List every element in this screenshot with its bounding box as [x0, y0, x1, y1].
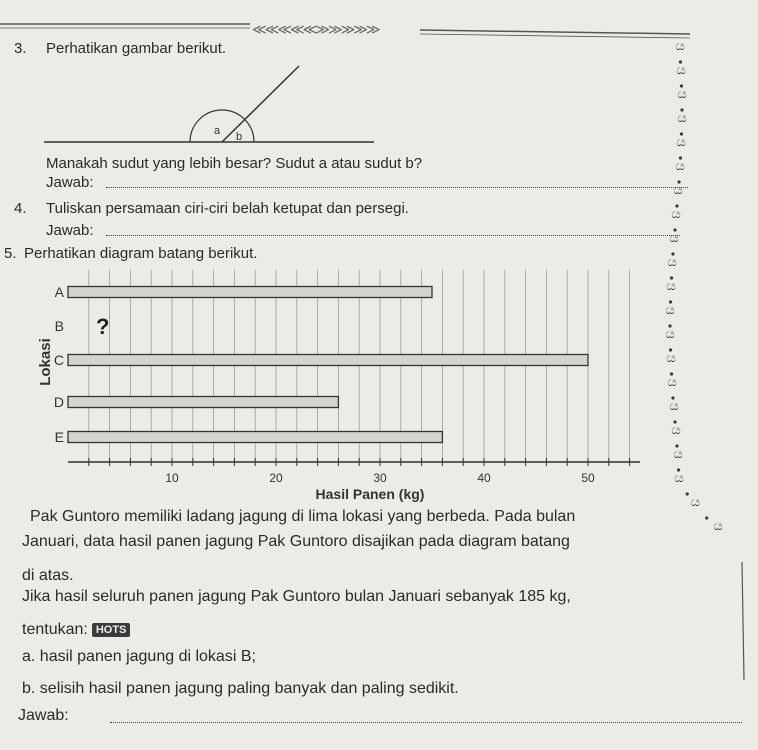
bar-chart — [0, 268, 640, 510]
swirl-ornament: ය — [671, 422, 681, 437]
hots-badge: HOTS — [92, 623, 131, 637]
chart-bars — [54, 284, 588, 445]
bar — [68, 287, 432, 298]
swirl-ornament: ය — [677, 110, 687, 125]
angle-arc — [190, 110, 254, 142]
side-ornament — [665, 38, 722, 533]
x-tick-label: 20 — [269, 471, 283, 485]
q3-instruction: Perhatikan gambar berikut. — [46, 40, 227, 57]
q5-paragraph-line-4: Jika hasil seluruh panen jagung Pak Guntoro bulan Januari sebanyak 185 kg, — [22, 588, 571, 605]
swirl-ornament: ය — [676, 134, 686, 149]
q5-paragraph-line-2: Januari, data hasil panen jagung Pak Guntoro disajikan pada diagram batang — [22, 533, 570, 550]
angle-ray — [222, 66, 299, 142]
swirl-ornament: ය — [665, 326, 675, 341]
top-border-line — [420, 34, 690, 38]
swirl-ornament: ය — [666, 278, 676, 293]
swirl-ornament: ය — [666, 350, 676, 365]
category-label: C — [53, 352, 64, 368]
q5-answer-line — [110, 722, 742, 723]
swirl-ornament: ය — [669, 398, 679, 413]
bar — [68, 432, 442, 443]
chart-x-axis-label: Hasil Panen (kg) — [315, 486, 425, 502]
q5-item-b: b. selisih hasil panen jagung paling banyak dan paling sedikit. — [22, 680, 459, 697]
q5-tentukan — [22, 621, 130, 639]
angle-label-b: b — [236, 131, 243, 143]
x-tick-label: 40 — [477, 471, 491, 485]
swirl-ornament: ය — [665, 302, 675, 317]
q3-question: Manakah sudut yang lebih besar? Sudut a atau sudut b? — [46, 155, 423, 172]
q4-number: 4. — [14, 200, 27, 217]
top-border-ornament: ≪≪≪≪≪≫≫≫≫≫ — [252, 21, 379, 37]
category-label: E — [54, 429, 64, 445]
bar — [68, 397, 338, 408]
unknown-value-mark: ? — [96, 314, 110, 339]
swirl-ornament: ය — [675, 158, 685, 173]
q5-paragraph-line-3: di atas. — [22, 567, 74, 584]
x-tick-label: 30 — [373, 471, 387, 485]
q5-paragraph-line-1: Pak Guntoro memiliki ladang jagung di lima lokasi yang berbeda. Pada bulan — [30, 508, 576, 525]
swirl-ornament: ය — [676, 62, 686, 77]
category-label: D — [53, 394, 64, 410]
q4-instruction: Tuliskan persamaan ciri-ciri belah ketupat dan persegi. — [46, 200, 409, 217]
top-border-line — [420, 30, 690, 34]
q5-number: 5. — [4, 245, 17, 262]
swirl-ornament: ය — [677, 86, 687, 101]
q5-instruction: Perhatikan diagram batang berikut. — [24, 245, 258, 262]
chart-x-axis — [68, 458, 640, 485]
swirl-ornament: ය — [675, 38, 685, 53]
q4-answer-line — [106, 235, 680, 236]
swirl-ornament: ය — [673, 182, 683, 197]
chart-y-axis-label: Lokasi — [37, 338, 54, 386]
ornament-dot — [705, 516, 708, 519]
category-label: B — [54, 318, 64, 334]
q4-answer-label: Jawab: — [46, 222, 94, 239]
angle-figure — [44, 64, 384, 154]
margin-line — [742, 562, 744, 680]
swirl-ornament: ය — [674, 470, 684, 485]
q3-answer-label: Jawab: — [46, 174, 94, 191]
swirl-ornament: ය — [667, 374, 677, 389]
q5-item-a: a. hasil panen jagung di lokasi B; — [22, 648, 256, 665]
bar — [68, 355, 588, 366]
swirl-ornament: ය — [667, 254, 677, 269]
q5-answer-label: Jawab: — [18, 707, 69, 724]
angle-label-a: a — [214, 125, 221, 137]
swirl-ornament: ය — [673, 446, 683, 461]
ornament-dot — [686, 492, 689, 495]
x-tick-label: 10 — [165, 471, 179, 485]
swirl-ornament: ය — [671, 206, 681, 221]
q5-paragraph-line-5: tentukan: — [22, 621, 88, 638]
swirl-ornament: ය — [713, 518, 723, 533]
category-label: A — [54, 284, 64, 300]
q3-answer-line — [106, 187, 688, 188]
q3-number: 3. — [14, 40, 27, 57]
swirl-ornament: ය — [690, 494, 701, 509]
x-tick-label: 50 — [581, 471, 595, 485]
swirl-ornament: ය — [669, 230, 679, 245]
